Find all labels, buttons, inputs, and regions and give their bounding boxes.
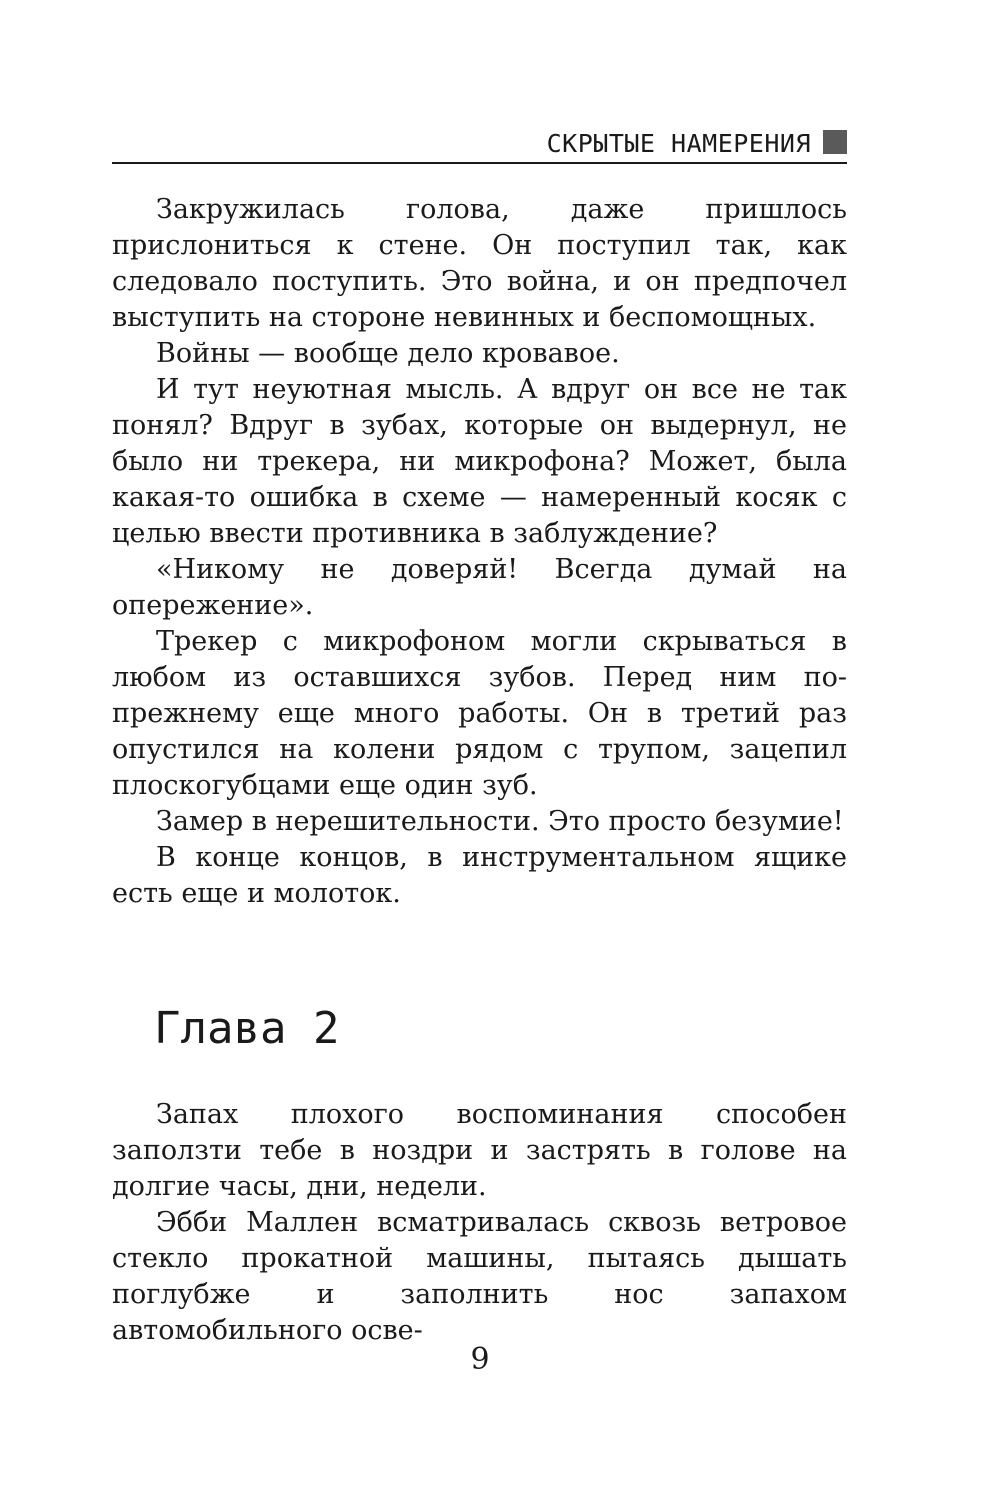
paragraph: Запах плохого воспоминания способен заползти тебе в ноздри и застрять в голове на долгие часы, дни, недели. [112,1099,847,1202]
header-square-icon [823,130,847,154]
body-text-bottom [112,1097,847,1349]
chapter-title: Глава 2 [154,1003,340,1054]
running-header [112,122,847,164]
paragraph: Закружилась голова, даже пришлось прислониться к стене. Он поступил так, как следовало поступить. Это война, и он предпочел выступить на стороне невинных и беспомощных. [112,194,847,333]
paragraph: Войны — вообще дело кровавое. [156,338,620,369]
paragraph: «Никому не доверяй! Всегда думай на опережение». [112,554,847,621]
body-text-top [112,192,847,912]
running-title: СКРЫТЫЕ НАМЕРЕНИЯ [546,128,811,158]
paragraph: Трекер с микрофоном могли скрываться в любом из оставшихся зубов. Перед ним по-прежнему еще много работы. Он в третий раз опустился на колени рядом с трупом, зацепил плоскогубцами еще один зуб. [112,626,847,801]
page-number: 9 [470,1342,490,1377]
paragraph: В конце концов, в инструментальном ящике есть еще и молоток. [112,842,847,909]
paragraph: Эбби Маллен всматривалась сквозь ветровое стекло прокатной машины, пытаясь дышать поглубже и заполнить нос запахом автомобильного осве- [112,1207,847,1346]
paragraph: Замер в нерешительности. Это просто безумие! [156,806,844,837]
paragraph: И тут неуютная мысль. А вдруг он все не так понял? Вдруг в зубах, которые он выдернул, не было ни трекера, ни микрофона? Может, была какая-то ошибка в схеме — намеренный косяк с целью ввести противника в заблуждение? [112,374,847,549]
